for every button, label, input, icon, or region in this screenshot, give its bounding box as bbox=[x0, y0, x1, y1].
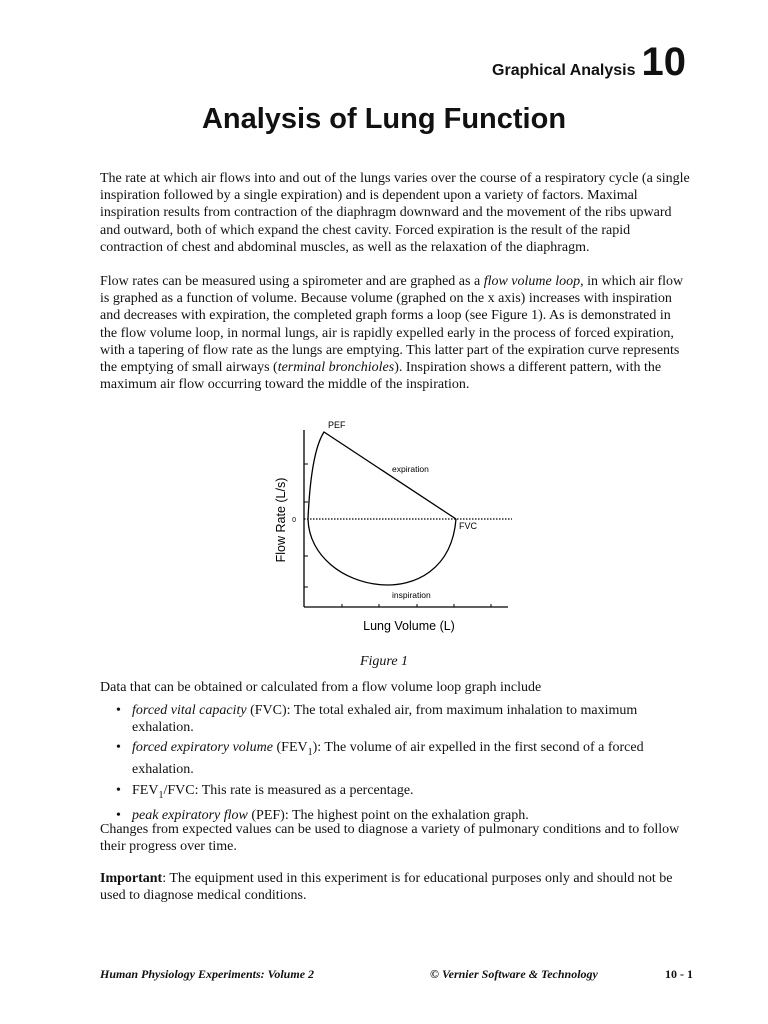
bullet-term: forced expiratory volume bbox=[132, 740, 273, 756]
paragraph-text: ). Inspiration shows a different pattern, with the maximum air flow occurring toward the middle of the inspiration. bbox=[100, 360, 662, 393]
footer-copyright: © Vernier Software & Technology bbox=[430, 967, 598, 981]
list-item bbox=[100, 739, 690, 778]
bullet-icon: • bbox=[116, 782, 121, 798]
page-header bbox=[492, 42, 686, 82]
bullet-icon: • bbox=[116, 740, 121, 756]
section-label: Graphical Analysis bbox=[492, 62, 636, 79]
important-label: Important bbox=[100, 871, 163, 886]
bullet-subscript: 1 bbox=[307, 747, 313, 759]
zero-tick-label: 0 bbox=[292, 517, 296, 524]
inspiration-label: inspiration bbox=[392, 590, 431, 600]
paragraph-text: Flow rates can be measured using a spirometer and are graphed as a bbox=[100, 274, 484, 289]
footer-page-number: 10 - 1 bbox=[665, 967, 693, 981]
footer-book-title: Human Physiology Experiments: Volume 2 bbox=[100, 967, 315, 981]
list-item bbox=[100, 782, 690, 804]
flow-volume-loop-graph bbox=[268, 414, 518, 638]
bullet-text: (FEV bbox=[273, 740, 308, 756]
bullet-icon: • bbox=[116, 703, 121, 718]
term-flow-volume-loop: flow volume loop bbox=[483, 274, 581, 289]
bullet-text: FEV bbox=[132, 782, 159, 798]
flow-volume-figure bbox=[268, 414, 518, 638]
flow-data-list bbox=[100, 702, 690, 827]
fvc-label: FVC bbox=[459, 521, 477, 531]
bullet-term: forced vital capacity bbox=[132, 703, 247, 718]
bullet-text: (PEF): The highest point on the exhalation graph. bbox=[247, 807, 529, 823]
flow-loop-paragraph bbox=[100, 273, 690, 393]
bullet-text: (FVC): The total exhaled air, from maximum inhalation to maximum exhalation. bbox=[132, 703, 638, 736]
y-axis-label: Flow Rate (L/s) bbox=[274, 477, 288, 563]
page-title: Analysis of Lung Function bbox=[201, 103, 567, 135]
bullet-text: ): The volume of air expelled in the first second of a forced exhalation. bbox=[132, 740, 644, 778]
diagnosis-paragraph: Changes from expected values can be used to diagnose a variety of pulmonary conditions and to follow their progress over time. bbox=[100, 822, 680, 855]
list-item bbox=[100, 702, 690, 736]
x-axis-label: Lung Volume (L) bbox=[363, 619, 455, 633]
important-note bbox=[100, 870, 690, 904]
bullet-subscript: 1 bbox=[158, 789, 164, 801]
important-text: : The equipment used in this experiment is for educational purposes only and should not be used to diagnose medical conditions. bbox=[100, 871, 673, 904]
chapter-number: 10 bbox=[641, 40, 686, 84]
figure-caption: Figure 1 bbox=[359, 654, 409, 669]
bullet-term: peak expiratory flow bbox=[132, 807, 248, 823]
bullet-text: /FVC: This rate is measured as a percentage. bbox=[163, 782, 414, 798]
inspiration-curve bbox=[308, 519, 456, 585]
data-intro-paragraph: Data that can be obtained or calculated from a flow volume loop graph include bbox=[100, 680, 542, 695]
expiration-label: expiration bbox=[392, 464, 429, 474]
pef-label: PEF bbox=[328, 420, 346, 430]
intro-paragraph: The rate at which air flows into and out of the lungs varies over the course of a respiratory cycle (a single inspiration followed by a single expiration) and is dependent upon a variety of factors. Maximal inspiration results from contraction of the diaphragm downward and the movement of the ribs upward and outward, both of which expand the chest cavity. Forced expiration is the result of the rapid contraction of chest and abdominal muscles, as well as the relaxation of the diaphragm. bbox=[100, 171, 690, 255]
term-terminal-bronchioles: terminal bronchioles bbox=[277, 360, 395, 376]
paragraph-text: , in which air flow is graphed as a function of volume. Because volume (graphed on the x axis) increases with inspiration and decreases with expiration, the completed graph forms a loop (see Figure 1). As is demonstrated in the flow volume loop, in normal lungs, air is rapidly expelled early in the process of forced expiration, with a tapering of flow rate as the lungs are emptying. This latter part of the expiration curve represents the emptying of small airways ( bbox=[100, 274, 684, 376]
bullet-icon: • bbox=[116, 807, 121, 823]
expiration-curve bbox=[308, 432, 456, 519]
